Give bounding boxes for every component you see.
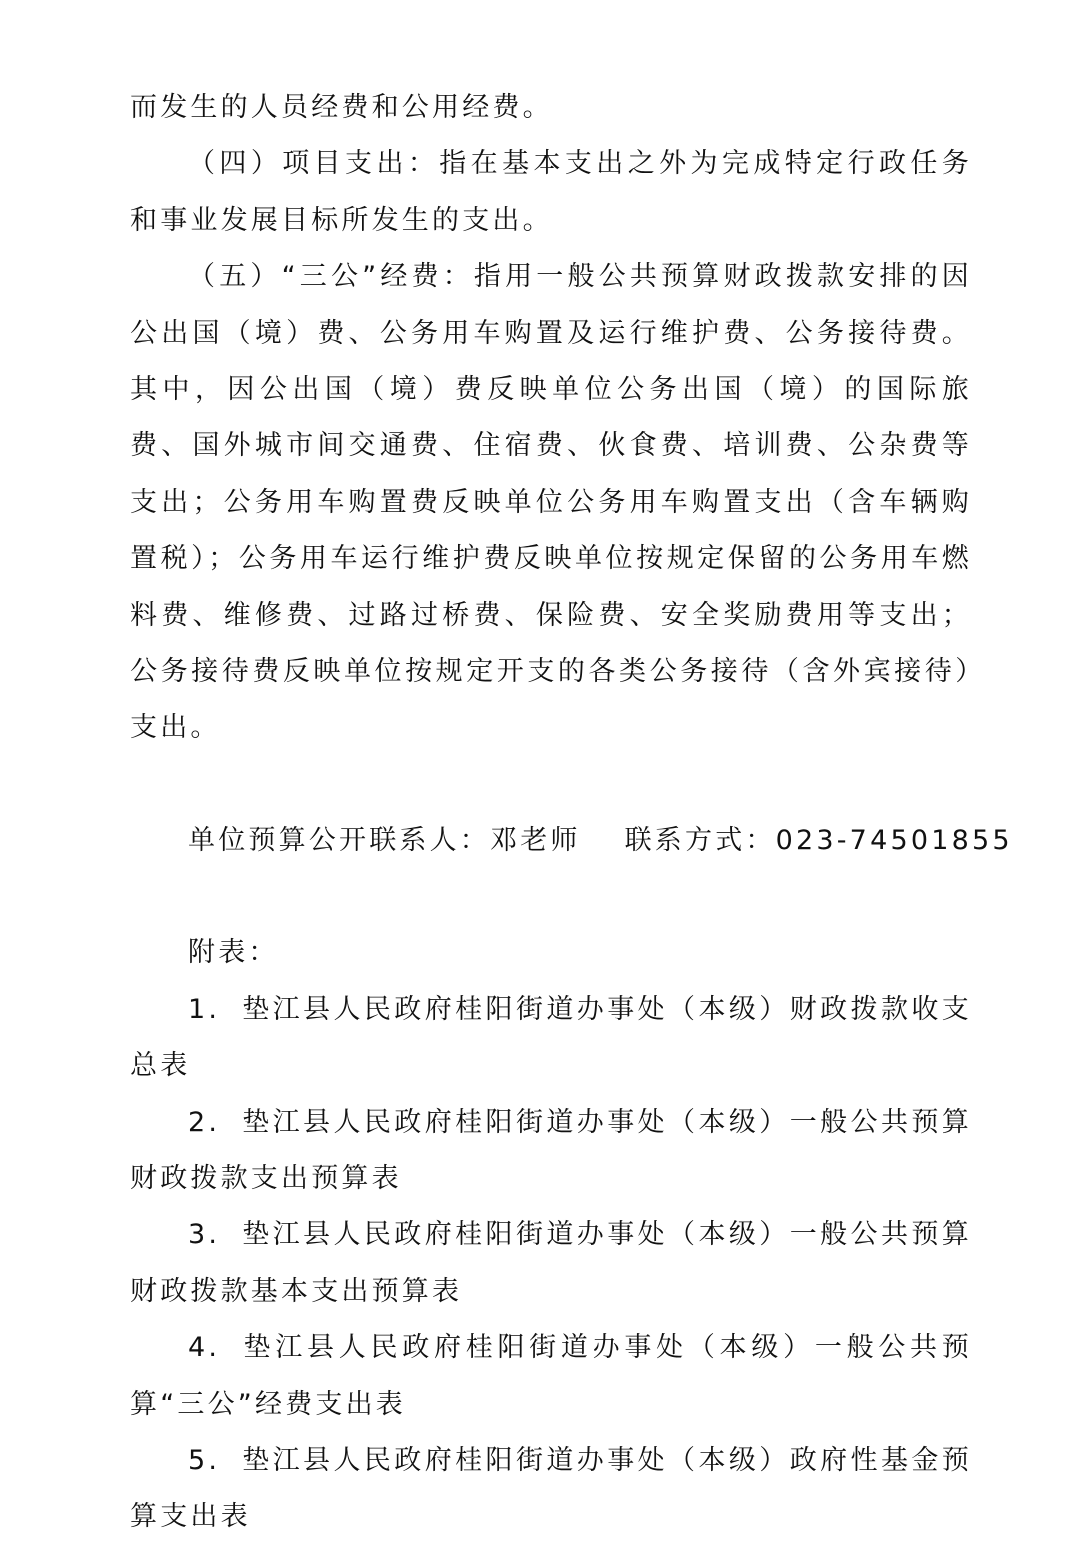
appendix-item-text: 垫江县人民政府桂阳街道办事处（本级）一般公共预算“三公”经费支出表 bbox=[130, 1332, 972, 1420]
paragraph-continuation: 而发生的人员经费和公用经费。 bbox=[130, 92, 553, 123]
contact-line bbox=[130, 813, 1013, 869]
paragraph-project-expenditure: （四）项目支出：指在基本支出之外为完成特定行政任务和事业发展目标所发生的支出。 bbox=[130, 148, 972, 236]
appendix-item-text: 垫江县人民政府桂阳街道办事处（本级）财政拨款收支总表 bbox=[130, 993, 972, 1082]
paragraph-three-public-expenses: （五）“三公”经费：指用一般公共预算财政拨款安排的因公出国（境）费、公务用车购置及运行维护费、公务接待费。其中，因公出国（境）费反映单位公务出国（境）的国际旅费、国外城市间交通费、住宿费、伙食费、培训费、公杂费等支出；公务用车购置费反映单位公务用车购置支出（含车辆购置税）；公务用车运行维护费反映单位按规定保留的公务用车燃料费、维修费、过路过桥费、保险费、安全奖励费用等支出；公务接待费反映单位按规定开支的各类公务接待（含外宾接待）支出。 bbox=[130, 261, 972, 744]
appendix-item bbox=[130, 1207, 972, 1320]
appendix-item-number: 5. bbox=[188, 1444, 221, 1476]
appendix-item-number: 1. bbox=[188, 993, 221, 1025]
spacer bbox=[130, 757, 972, 813]
appendix-item-text: 垫江县人民政府桂阳街道办事处（本级）政府性基金预算支出表 bbox=[130, 1444, 972, 1533]
appendix-item bbox=[130, 1095, 972, 1208]
document-body bbox=[130, 80, 1013, 1546]
spacer bbox=[130, 869, 972, 925]
appendix-item bbox=[130, 1320, 972, 1433]
appendix-item-number: 4. bbox=[188, 1332, 221, 1364]
contact-person: 单位预算公开联系人：邓老师 bbox=[188, 824, 581, 856]
appendix-item-text: 垫江县人民政府桂阳街道办事处（本级）一般公共预算财政拨款基本支出预算表 bbox=[130, 1219, 972, 1307]
appendix-item-text: 垫江县人民政府桂阳街道办事处（本级）一般公共预算财政拨款支出预算表 bbox=[130, 1106, 972, 1194]
appendix-item-number: 3. bbox=[188, 1219, 221, 1251]
appendix-title: 附表： bbox=[188, 937, 279, 969]
appendix-item bbox=[130, 982, 972, 1095]
contact-phone: 联系方式：023-74501855 bbox=[624, 824, 1013, 856]
appendix-item-number: 2. bbox=[188, 1106, 221, 1138]
appendix-item bbox=[130, 1433, 972, 1546]
